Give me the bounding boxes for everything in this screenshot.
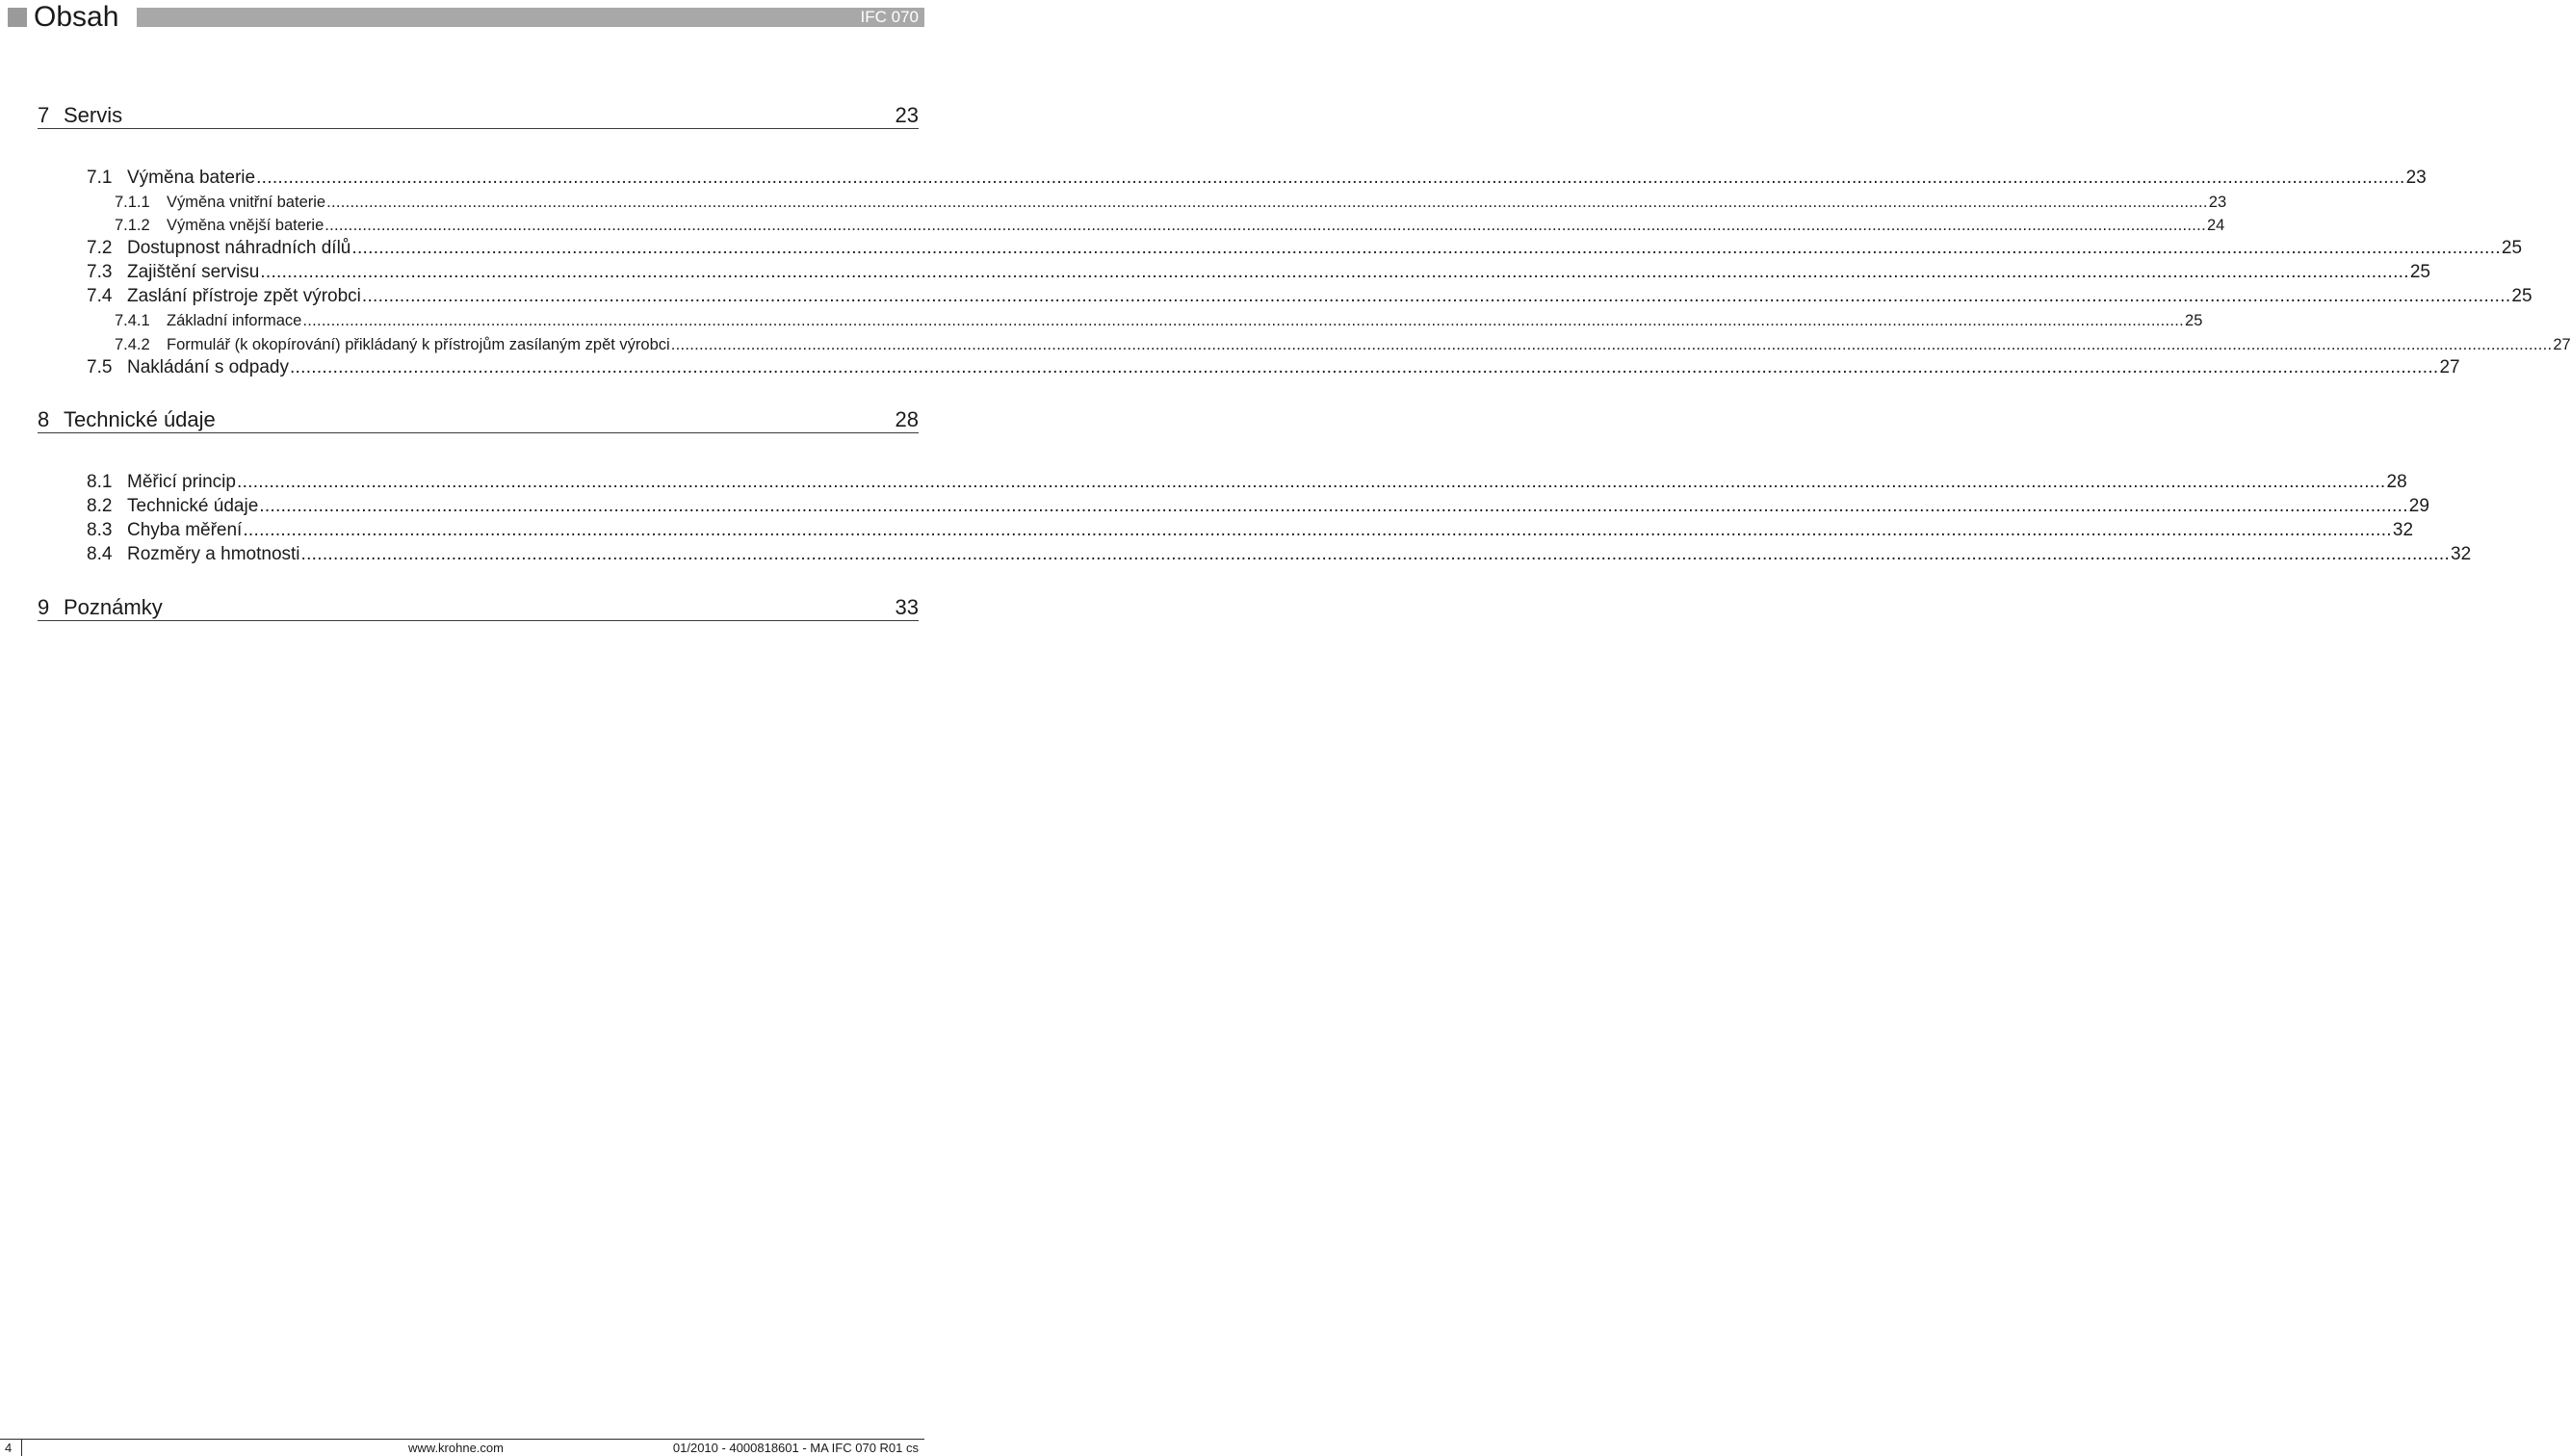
chapter-title: Technické údaje [64,407,216,431]
document-name: IFC 070 [860,8,919,26]
dot-leader: ................................................................................................................................................................................................................................................................................................................................................................................................................ [670,336,2553,353]
toc-entry-7-4-1[interactable] [115,309,2203,332]
dot-leader: ................................................................................................................................................................................................................................................................................................................................................................................................................ [361,286,2511,306]
toc-entry-8-2[interactable] [87,495,2429,518]
dot-leader: ................................................................................................................................................................................................................................................................................................................................................................................................................ [300,544,2451,564]
footer-url[interactable]: www.krohne.com [408,1441,504,1455]
dot-leader: ................................................................................................................................................................................................................................................................................................................................................................................................................ [302,312,2185,329]
entry-number: 7.1.1 [115,194,150,211]
entry-number: 8.3 [87,520,113,540]
toc-entry-7-1-2[interactable] [115,214,2225,237]
entry-label: Zaslání přístroje zpět výrobci [127,286,361,306]
entry-label: Měřicí princip [127,472,236,492]
entry-label: Výměna vnitřní baterie [167,194,326,211]
entry-number: 7.4 [87,286,113,306]
entry-number: 8.2 [87,496,113,516]
entry-page: 24 [2206,217,2225,234]
entry-number: 7.4.2 [115,336,150,353]
toc-entry-7-1[interactable] [87,167,2427,190]
toc-chapter-8[interactable] [38,408,919,433]
entry-label: Technické údaje [127,496,259,516]
toc-entry-7-5[interactable] [87,356,2460,379]
toc-entry-7-3[interactable] [87,261,2430,284]
chapter-number: 8 [38,407,50,431]
dot-leader: ................................................................................................................................................................................................................................................................................................................................................................................................................ [289,357,2439,377]
dot-leader: ................................................................................................................................................................................................................................................................................................................................................................................................................ [256,168,2405,188]
entry-label: Dostupnost náhradních dílů [127,238,351,258]
toc-entry-7-4[interactable] [87,285,2532,308]
chapter-page: 23 [895,103,919,127]
entry-page: 25 [2409,262,2430,282]
entry-number: 7.1.2 [115,217,150,234]
footer-page-divider [21,1439,22,1456]
toc-entry-7-1-1[interactable] [115,191,2227,214]
entry-page: 27 [2439,357,2460,377]
dot-leader: ................................................................................................................................................................................................................................................................................................................................................................................................................ [326,194,2208,211]
entry-label: Základní informace [167,312,302,329]
chapter-number: 9 [38,595,50,619]
entry-number: 7.1 [87,168,113,188]
entry-label: Chyba měření [127,520,243,540]
entry-number: 8.4 [87,544,113,564]
dot-leader: ................................................................................................................................................................................................................................................................................................................................................................................................................ [236,472,2386,492]
toc-entry-8-3[interactable] [87,519,2414,542]
dot-leader: ................................................................................................................................................................................................................................................................................................................................................................................................................ [243,520,2392,540]
entry-page: 29 [2408,496,2429,516]
dot-leader: ................................................................................................................................................................................................................................................................................................................................................................................................................ [351,238,2501,258]
entry-page: 32 [2392,520,2414,540]
entry-label: Formulář (k okopírování) přikládaný k přístrojům zasílaným zpět výrobci [167,336,670,353]
toc-entry-7-4-2[interactable] [115,333,2571,356]
entry-page: 23 [2405,168,2427,188]
toc-chapter-7[interactable] [38,104,919,129]
entry-page: 25 [2511,286,2532,306]
footer-divider [0,1439,924,1440]
entry-label: Rozměry a hmotnosti [127,544,300,564]
footer-document-ref: 01/2010 - 4000818601 - MA IFC 070 R01 cs [672,1441,919,1455]
dot-leader: ................................................................................................................................................................................................................................................................................................................................................................................................................ [260,262,2409,282]
entry-label: Výměna baterie [127,168,256,188]
entry-page: 32 [2451,544,2472,564]
toc-entry-8-4[interactable] [87,543,2472,566]
entry-number: 7.2 [87,238,113,258]
footer-page-number: 4 [5,1441,13,1455]
entry-label: Nakládání s odpady [127,357,289,377]
chapter-title: Servis [64,103,123,127]
chapter-title: Poznámky [64,595,163,619]
toc-entry-8-1[interactable] [87,471,2407,494]
entry-page: 28 [2386,472,2407,492]
chapter-number: 7 [38,103,50,127]
entry-number: 7.5 [87,357,113,377]
entry-label: Výměna vnější baterie [167,217,325,234]
toc-entry-7-2[interactable] [87,237,2523,260]
entry-label: Zajištění servisu [127,262,260,282]
toc-chapter-9[interactable] [38,596,919,621]
chapter-page: 28 [895,407,919,431]
entry-number: 8.1 [87,472,113,492]
dot-leader: ................................................................................................................................................................................................................................................................................................................................................................................................................ [259,496,2408,516]
entry-page: 27 [2553,336,2571,353]
header-bar [137,8,924,27]
dot-leader: ................................................................................................................................................................................................................................................................................................................................................................................................................ [325,217,2206,234]
entry-number: 7.4.1 [115,312,150,329]
entry-number: 7.3 [87,262,113,282]
entry-page: 23 [2208,194,2227,211]
page-title: Obsah [34,1,119,33]
entry-page: 25 [2501,238,2523,258]
header-square-icon [8,8,27,27]
entry-page: 25 [2185,312,2203,329]
chapter-page: 33 [895,595,919,619]
